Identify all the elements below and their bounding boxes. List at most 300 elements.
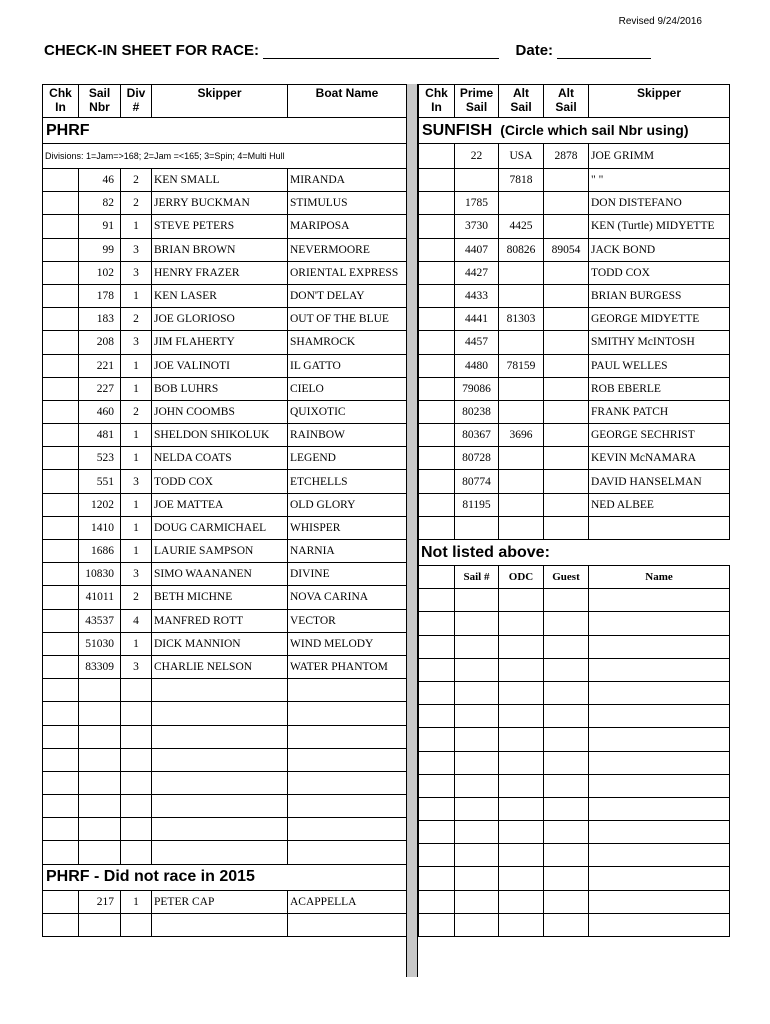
- skipper-name: DON DISTEFANO: [589, 192, 730, 215]
- division: 2: [121, 169, 152, 192]
- alt-sail: [499, 493, 544, 516]
- blank-cell[interactable]: [544, 589, 589, 612]
- blank-cell[interactable]: [288, 748, 407, 771]
- blank-cell[interactable]: [544, 658, 589, 681]
- prime-sail: 79086: [455, 377, 499, 400]
- alt-sail-header: Alt Sail: [499, 85, 544, 118]
- blank-cell[interactable]: [499, 821, 544, 844]
- blank-cell[interactable]: [544, 821, 589, 844]
- blank-cell[interactable]: [589, 797, 730, 820]
- chk-in-box[interactable]: [419, 424, 455, 447]
- blank-cell[interactable]: [589, 658, 730, 681]
- blank-cell[interactable]: [79, 771, 121, 794]
- blank-cell[interactable]: [152, 702, 288, 725]
- alt-sail-2: [544, 284, 589, 307]
- skipper-name: DICK MANNION: [152, 632, 288, 655]
- table-row: [419, 284, 730, 307]
- skipper-name: " ": [589, 169, 730, 192]
- table-row: [419, 447, 730, 470]
- blank-cell[interactable]: [455, 774, 499, 797]
- blank-cell[interactable]: [544, 728, 589, 751]
- division: 1: [121, 447, 152, 470]
- division: 1: [121, 632, 152, 655]
- sail-nbr: 51030: [79, 632, 121, 655]
- chk-in-box[interactable]: [43, 586, 79, 609]
- blank-cell[interactable]: [544, 913, 589, 936]
- skipper-name: JOHN COOMBS: [152, 400, 288, 423]
- alt-sail: 78159: [499, 354, 544, 377]
- division: 2: [121, 400, 152, 423]
- table-row: [419, 169, 730, 192]
- blank-cell[interactable]: [499, 705, 544, 728]
- blank-cell[interactable]: [455, 728, 499, 751]
- chk-in-box[interactable]: [419, 470, 455, 493]
- chk-in-box[interactable]: [419, 658, 455, 681]
- blank-cell[interactable]: [79, 748, 121, 771]
- chk-in-box[interactable]: [43, 563, 79, 586]
- empty-row: [419, 867, 730, 890]
- division: 3: [121, 331, 152, 354]
- blank-cell[interactable]: [589, 589, 730, 612]
- table-row: [43, 632, 407, 655]
- skipper-name: JOE GRIMM: [589, 144, 730, 169]
- blank-cell[interactable]: [544, 774, 589, 797]
- empty-row: [419, 681, 730, 704]
- skipper-name: DOUG CARMICHAEL: [152, 516, 288, 539]
- chk-in-box[interactable]: [419, 681, 455, 704]
- chk-in-box[interactable]: [43, 308, 79, 331]
- empty-row: [419, 635, 730, 658]
- dnr-section-title: PHRF - Did not race in 2015: [43, 864, 407, 890]
- chk-in-box[interactable]: [43, 354, 79, 377]
- skipper-name: DAVID HANSELMAN: [589, 470, 730, 493]
- chk-in-box[interactable]: [419, 400, 455, 423]
- phrf-section-title: PHRF: [43, 118, 407, 144]
- table-row: [419, 192, 730, 215]
- sail-nbr: 91: [79, 215, 121, 238]
- skipper-name: JOE GLORIOSO: [152, 308, 288, 331]
- chk-in-box[interactable]: [419, 751, 455, 774]
- table-row: [43, 400, 407, 423]
- blank-cell[interactable]: [288, 771, 407, 794]
- chk-in-header: Chk In: [43, 85, 79, 118]
- chk-in-box[interactable]: [43, 725, 79, 748]
- prime-sail: 80238: [455, 400, 499, 423]
- chk-in-box[interactable]: [419, 331, 455, 354]
- blank-cell[interactable]: [121, 702, 152, 725]
- chk-in-box[interactable]: [43, 702, 79, 725]
- alt-sail: 4425: [499, 215, 544, 238]
- blank-cell[interactable]: [499, 890, 544, 913]
- blank-cell[interactable]: [455, 821, 499, 844]
- boat-name: SHAMROCK: [288, 331, 407, 354]
- blank-cell[interactable]: [544, 516, 589, 539]
- chk-in-box[interactable]: [43, 331, 79, 354]
- alt-sail-2: [544, 261, 589, 284]
- blank-cell[interactable]: [499, 751, 544, 774]
- chk-in-box[interactable]: [419, 635, 455, 658]
- boat-name: WATER PHANTOM: [288, 655, 407, 678]
- sail-nbr-header: Sail Nbr: [79, 85, 121, 118]
- division: 3: [121, 238, 152, 261]
- chk-in-box[interactable]: [419, 728, 455, 751]
- chk-in-box[interactable]: [43, 655, 79, 678]
- prime-sail: 80774: [455, 470, 499, 493]
- blank-cell[interactable]: [152, 818, 288, 841]
- chk-in-box[interactable]: [419, 705, 455, 728]
- division: 3: [121, 470, 152, 493]
- divisions-legend: Divisions: 1=Jam=>168; 2=Jam =<165; 3=Spin; 4=Multi Hull: [43, 144, 407, 169]
- skipper-name: PAUL WELLES: [589, 354, 730, 377]
- alt-sail: [499, 400, 544, 423]
- sail-nbr: 460: [79, 400, 121, 423]
- alt-sail: [499, 192, 544, 215]
- chk-in-box[interactable]: [419, 821, 455, 844]
- blank-cell[interactable]: [499, 516, 544, 539]
- empty-row: [419, 658, 730, 681]
- boat-name: DIVINE: [288, 563, 407, 586]
- blank-cell[interactable]: [589, 774, 730, 797]
- boat-name: LEGEND: [288, 447, 407, 470]
- chk-in-box[interactable]: [43, 377, 79, 400]
- boat-name-header: Boat Name: [288, 85, 407, 118]
- alt-sail-2: [544, 308, 589, 331]
- blank-cell[interactable]: [455, 635, 499, 658]
- boat-name: STIMULUS: [288, 192, 407, 215]
- table-row: [43, 377, 407, 400]
- blank-cell[interactable]: [544, 705, 589, 728]
- blank-cell[interactable]: [589, 913, 730, 936]
- blank-cell[interactable]: [499, 867, 544, 890]
- empty-row: [419, 913, 730, 936]
- table-row: [419, 308, 730, 331]
- blank-cell[interactable]: [544, 867, 589, 890]
- chk-in-box[interactable]: [43, 238, 79, 261]
- blank-cell[interactable]: [499, 612, 544, 635]
- blank-cell[interactable]: [455, 658, 499, 681]
- chk-in-box[interactable]: [419, 844, 455, 867]
- blank-cell[interactable]: [499, 913, 544, 936]
- alt-sail-2: [544, 215, 589, 238]
- chk-in-box[interactable]: [43, 447, 79, 470]
- chk-in-box[interactable]: [419, 377, 455, 400]
- sail-nbr: 82: [79, 192, 121, 215]
- blank-cell[interactable]: [499, 728, 544, 751]
- chk-in-box[interactable]: [419, 516, 455, 539]
- blank-cell[interactable]: [455, 844, 499, 867]
- skipper-name: KEVIN McNAMARA: [589, 447, 730, 470]
- blank-cell[interactable]: [499, 658, 544, 681]
- blank-cell[interactable]: [79, 679, 121, 702]
- empty-row: [43, 702, 407, 725]
- blank-cell[interactable]: [79, 725, 121, 748]
- blank-cell[interactable]: [79, 795, 121, 818]
- boat-name: RAINBOW: [288, 424, 407, 447]
- blank-cell[interactable]: [499, 844, 544, 867]
- chk-in-box[interactable]: [43, 215, 79, 238]
- table-row: [43, 238, 407, 261]
- boat-name: ACAPPELLA: [288, 890, 407, 913]
- chk-in-box[interactable]: [43, 913, 79, 936]
- blank-cell[interactable]: [589, 890, 730, 913]
- chk-in-box[interactable]: [43, 890, 79, 913]
- sunfish-note: (Circle which sail Nbr using): [500, 121, 689, 138]
- chk-in-box[interactable]: [419, 890, 455, 913]
- table-row: [419, 238, 730, 261]
- skipper-name: JOE MATTEA: [152, 493, 288, 516]
- table-row: [43, 609, 407, 632]
- blank-cell[interactable]: [455, 681, 499, 704]
- blank-cell[interactable]: [544, 612, 589, 635]
- blank-cell[interactable]: [288, 679, 407, 702]
- table-row: [419, 261, 730, 284]
- skipper-name: JIM FLAHERTY: [152, 331, 288, 354]
- blank-cell[interactable]: [152, 748, 288, 771]
- blank-cell[interactable]: [544, 844, 589, 867]
- empty-row: [43, 725, 407, 748]
- table-row: [419, 470, 730, 493]
- sail-nbr: 551: [79, 470, 121, 493]
- chk-in-box[interactable]: [43, 516, 79, 539]
- alt-sail: 81303: [499, 308, 544, 331]
- prime-sail: 3730: [455, 215, 499, 238]
- boat-name: OUT OF THE BLUE: [288, 308, 407, 331]
- blank-cell[interactable]: [455, 612, 499, 635]
- blank-cell[interactable]: [589, 635, 730, 658]
- blank-cell[interactable]: [589, 516, 730, 539]
- alt-sail-2: 2878: [544, 144, 589, 169]
- table-row: [43, 331, 407, 354]
- skipper-name: PETER CAP: [152, 890, 288, 913]
- race-label: CHECK-IN SHEET FOR RACE:: [44, 42, 260, 59]
- blank-cell[interactable]: [152, 725, 288, 748]
- skipper-name: JACK BOND: [589, 238, 730, 261]
- blank-cell[interactable]: [544, 681, 589, 704]
- blank-cell[interactable]: [288, 725, 407, 748]
- boat-name: NARNIA: [288, 540, 407, 563]
- blank-cell[interactable]: [79, 818, 121, 841]
- empty-row: [419, 589, 730, 612]
- chk-in-box[interactable]: [419, 493, 455, 516]
- chk-in-box[interactable]: [43, 284, 79, 307]
- blank-cell[interactable]: [455, 705, 499, 728]
- blank-cell[interactable]: [544, 890, 589, 913]
- blank-cell[interactable]: [455, 797, 499, 820]
- alt-sail-2: [544, 169, 589, 192]
- chk-in-box[interactable]: [43, 192, 79, 215]
- chk-in-box[interactable]: [419, 284, 455, 307]
- blank-cell[interactable]: [79, 913, 121, 936]
- blank-cell[interactable]: [499, 635, 544, 658]
- table-row: [43, 354, 407, 377]
- blank-cell[interactable]: [455, 516, 499, 539]
- blank-cell[interactable]: [455, 867, 499, 890]
- boat-name: NOVA CARINA: [288, 586, 407, 609]
- prime-sail: [455, 169, 499, 192]
- skipper-name: GEORGE SECHRIST: [589, 424, 730, 447]
- table-row: [419, 331, 730, 354]
- chk-in-box[interactable]: [419, 612, 455, 635]
- table-row: [43, 284, 407, 307]
- chk-in-box[interactable]: [419, 354, 455, 377]
- skipper-name: SIMO WAANANEN: [152, 563, 288, 586]
- blank-cell[interactable]: [499, 681, 544, 704]
- name-header: Name: [589, 566, 730, 589]
- chk-in-box[interactable]: [43, 424, 79, 447]
- table-row: [43, 424, 407, 447]
- division: 2: [121, 192, 152, 215]
- blank-cell[interactable]: [455, 589, 499, 612]
- skipper-name: BETH MICHNE: [152, 586, 288, 609]
- blank-cell[interactable]: [544, 635, 589, 658]
- blank-cell[interactable]: [499, 797, 544, 820]
- chk-in-box[interactable]: [419, 913, 455, 936]
- skipper-name: BRIAN BROWN: [152, 238, 288, 261]
- blank-cell[interactable]: [499, 589, 544, 612]
- chk-in-box[interactable]: [419, 308, 455, 331]
- empty-row: [43, 748, 407, 771]
- prime-sail: 4441: [455, 308, 499, 331]
- skipper-name: KEN LASER: [152, 284, 288, 307]
- blank-cell[interactable]: [121, 913, 152, 936]
- blank-cell[interactable]: [589, 728, 730, 751]
- blank-cell[interactable]: [499, 774, 544, 797]
- chk-in-box[interactable]: [419, 589, 455, 612]
- empty-row: [419, 774, 730, 797]
- chk-in-box[interactable]: [43, 795, 79, 818]
- blank-cell[interactable]: [544, 751, 589, 774]
- skipper-name: SHELDON SHIKOLUK: [152, 424, 288, 447]
- blank-cell[interactable]: [455, 913, 499, 936]
- blank-cell[interactable]: [121, 725, 152, 748]
- table-row: [43, 655, 407, 678]
- blank-cell[interactable]: [589, 751, 730, 774]
- blank-cell[interactable]: [589, 844, 730, 867]
- blank-cell[interactable]: [455, 890, 499, 913]
- prime-sail: 1785: [455, 192, 499, 215]
- sunfish-section-title: [419, 118, 730, 144]
- blank-cell[interactable]: [121, 748, 152, 771]
- blank-cell[interactable]: [121, 818, 152, 841]
- chk-in-box[interactable]: [419, 215, 455, 238]
- blank-cell[interactable]: [589, 681, 730, 704]
- blank-cell[interactable]: [121, 771, 152, 794]
- alt-sail-2: 89054: [544, 238, 589, 261]
- chk-in-box[interactable]: [43, 679, 79, 702]
- table-row: [43, 516, 407, 539]
- blank-cell[interactable]: [121, 795, 152, 818]
- blank-cell[interactable]: [288, 818, 407, 841]
- sail-nbr: 99: [79, 238, 121, 261]
- chk-in-box[interactable]: [419, 447, 455, 470]
- blank-cell[interactable]: [455, 751, 499, 774]
- chk-in-box[interactable]: [419, 774, 455, 797]
- table-row: [43, 586, 407, 609]
- blank-cell[interactable]: [152, 771, 288, 794]
- division: 1: [121, 890, 152, 913]
- blank-cell[interactable]: [589, 867, 730, 890]
- division: 1: [121, 354, 152, 377]
- skipper-name: BOB LUHRS: [152, 377, 288, 400]
- sail-nbr: 221: [79, 354, 121, 377]
- prime-sail: 4427: [455, 261, 499, 284]
- chk-in-box[interactable]: [419, 192, 455, 215]
- blank-cell[interactable]: [544, 797, 589, 820]
- alt-sail-2: [544, 470, 589, 493]
- blank-cell[interactable]: [288, 795, 407, 818]
- skipper-name: GEORGE MIDYETTE: [589, 308, 730, 331]
- date-label: Date:: [515, 42, 554, 59]
- blank-cell[interactable]: [121, 679, 152, 702]
- empty-row: [419, 844, 730, 867]
- chk-in-box[interactable]: [419, 238, 455, 261]
- table-row: [419, 215, 730, 238]
- chk-in-box[interactable]: [43, 400, 79, 423]
- empty-row: [419, 751, 730, 774]
- table-row: [43, 890, 407, 913]
- empty-row: [419, 516, 730, 539]
- chk-in-box[interactable]: [43, 470, 79, 493]
- date-field[interactable]: [557, 44, 651, 59]
- division: 1: [121, 424, 152, 447]
- blank-cell[interactable]: [288, 913, 407, 936]
- race-name-field[interactable]: [263, 44, 499, 59]
- chk-in-box[interactable]: [43, 818, 79, 841]
- chk-in-box[interactable]: [43, 609, 79, 632]
- blank-cell[interactable]: [79, 841, 121, 864]
- blank-cell[interactable]: [152, 679, 288, 702]
- alt-sail: [499, 377, 544, 400]
- chk-in-header-blank: [419, 566, 455, 589]
- blank-cell[interactable]: [589, 612, 730, 635]
- sail-nbr: 43537: [79, 609, 121, 632]
- empty-row: [419, 728, 730, 751]
- skipper-name: NELDA COATS: [152, 447, 288, 470]
- chk-in-box[interactable]: [419, 261, 455, 284]
- chk-in-header: Chk In: [419, 85, 455, 118]
- empty-row: [43, 913, 407, 936]
- chk-in-box[interactable]: [419, 867, 455, 890]
- chk-in-box[interactable]: [43, 771, 79, 794]
- chk-in-box[interactable]: [43, 841, 79, 864]
- chk-in-box[interactable]: [419, 797, 455, 820]
- chk-in-box[interactable]: [419, 144, 455, 169]
- division: 1: [121, 540, 152, 563]
- chk-in-box[interactable]: [43, 261, 79, 284]
- blank-cell[interactable]: [288, 841, 407, 864]
- sail-nbr: 1686: [79, 540, 121, 563]
- blank-cell[interactable]: [152, 913, 288, 936]
- chk-in-box[interactable]: [43, 540, 79, 563]
- blank-cell[interactable]: [79, 702, 121, 725]
- blank-cell[interactable]: [152, 795, 288, 818]
- prime-sail: 4433: [455, 284, 499, 307]
- chk-in-box[interactable]: [43, 493, 79, 516]
- blank-cell[interactable]: [152, 841, 288, 864]
- alt-sail-2: [544, 424, 589, 447]
- blank-cell[interactable]: [121, 841, 152, 864]
- blank-cell[interactable]: [589, 705, 730, 728]
- chk-in-box[interactable]: [43, 748, 79, 771]
- blank-cell[interactable]: [589, 821, 730, 844]
- chk-in-box[interactable]: [43, 632, 79, 655]
- sail-nbr: 217: [79, 890, 121, 913]
- chk-in-box[interactable]: [419, 169, 455, 192]
- prime-sail: 80367: [455, 424, 499, 447]
- alt-sail: [499, 331, 544, 354]
- chk-in-box[interactable]: [43, 169, 79, 192]
- blank-cell[interactable]: [288, 702, 407, 725]
